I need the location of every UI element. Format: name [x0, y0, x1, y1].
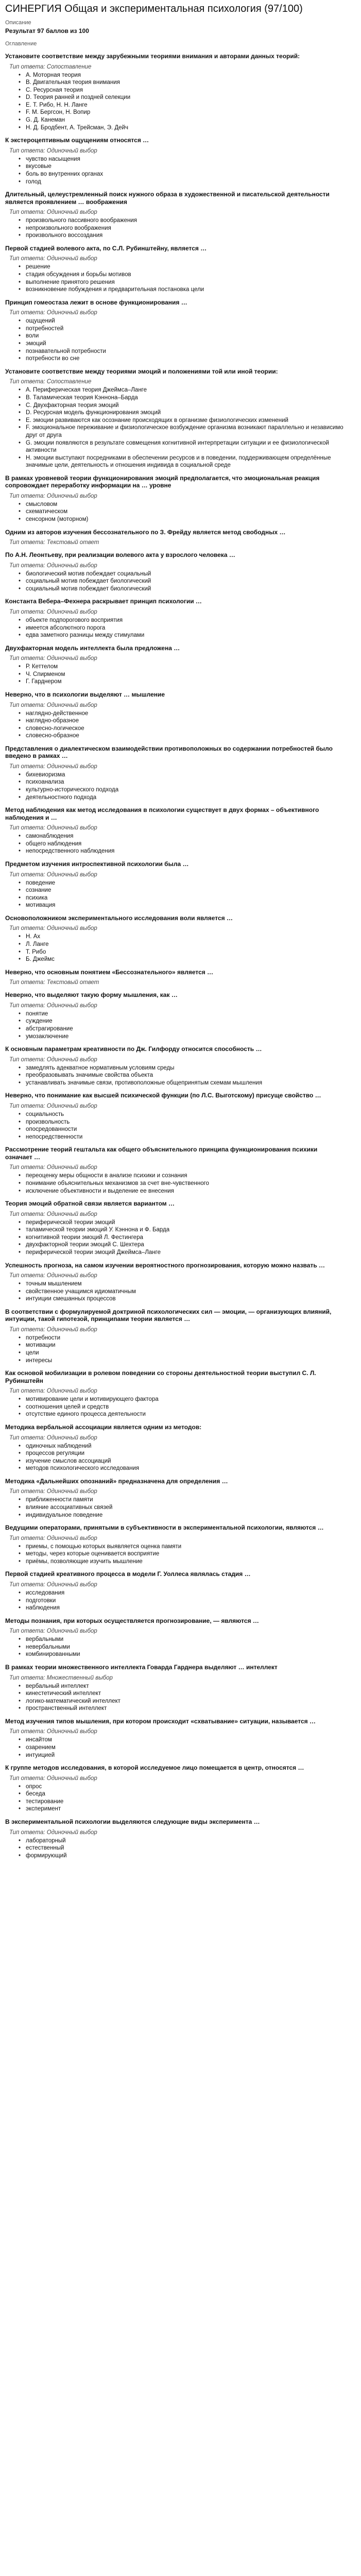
answer-option: • понятие — [26, 1010, 346, 1018]
answer-option: • приемы, с помощью которых выявляется оценка памяти — [26, 1543, 346, 1551]
option-list — [5, 1396, 346, 1418]
question-text: Рассмотрение теорий гештальта как общего объяснительного принципа функционирования психики означает … — [5, 1146, 318, 1161]
answer-option: • пространственный интеллект — [26, 1705, 346, 1713]
answer-option: • Н. Ах — [26, 933, 346, 941]
answer-option: • Р. Кеттелом — [26, 663, 346, 671]
answer-option: • невербальными — [26, 1643, 346, 1651]
answer-option: • влияние ассоциативных связей — [26, 1504, 346, 1512]
option-list — [5, 386, 346, 469]
question-text: Ведущими операторами, принятыми в субъективности в экспериментальной психологии, являются … — [5, 1524, 324, 1532]
answer-option: • потребности во сне — [26, 355, 346, 363]
question-block — [5, 529, 346, 547]
question-text: Установите соответствие между теориями эмоций и положениями той или иной теории: — [5, 367, 278, 375]
answer-option: • психоанализа — [26, 778, 346, 786]
option-list — [5, 1736, 346, 1759]
answer-type: Тип ответа: Одиночный выбор — [9, 1211, 97, 1217]
question-text: Неверно, что основным понятием «Бессознательного» является … — [5, 968, 214, 976]
option-list — [5, 1010, 346, 1040]
option-list — [5, 263, 346, 293]
answer-option: • A. Периферическая теория Джеймса–Ланге — [26, 386, 346, 394]
answer-type: Тип ответа: Одиночный выбор — [9, 1434, 97, 1441]
option-list — [5, 617, 346, 639]
answer-type: Тип ответа: Одиночный выбор — [9, 1728, 97, 1735]
answer-type: Тип ответа: Одиночный выбор — [9, 1388, 97, 1395]
answer-option: • индивидуальное поведение — [26, 1512, 346, 1519]
option-list — [5, 1496, 346, 1519]
answer-option: • преобразовывать значимые свойства объекта — [26, 1072, 346, 1079]
answer-option: • произвольность — [26, 1118, 346, 1126]
answer-option: • B. Таламическая теория Кэннона–Барда — [26, 394, 346, 402]
question-text: Основоположником экспериментального исследования воли является … — [5, 914, 233, 922]
answer-type: Тип ответа: Одиночный выбор — [9, 1273, 97, 1279]
answer-option: • эмоций — [26, 340, 346, 348]
answer-option: • H. эмоции выступают посредниками в обеспечении ресурсов и в поведении, поддерживающем определённые значимые цели, деятельность и отношения индивида в социальной среде — [26, 454, 346, 469]
answer-option: • E. эмоции развиваются как осознание происходящих в организме физиологических изменений — [26, 417, 346, 425]
answer-option: • естественный — [26, 1844, 346, 1852]
answer-type: Тип ответа: Одиночный выбор — [9, 655, 97, 662]
option-list — [5, 1064, 346, 1087]
answer-type: Тип ответа: Текстовый ответ — [9, 979, 99, 986]
question-block — [5, 191, 346, 240]
question-block — [5, 1818, 346, 1859]
answer-option: • Г. Гарднером — [26, 678, 346, 686]
description-label: Описание — [5, 20, 31, 26]
answer-type: Тип ответа: Одиночный выбор — [9, 1056, 97, 1063]
answer-option: • соотношения целей и средств — [26, 1403, 346, 1411]
option-list — [5, 217, 346, 240]
answer-option: • методы, через которые оценивается восприятие — [26, 1550, 346, 1558]
answer-type: Тип ответа: Одиночный выбор — [9, 825, 97, 832]
question-text: Неверно, что выделяют такую форму мышления, как … — [5, 991, 178, 999]
question-block — [5, 1369, 346, 1418]
answer-option: • двухфакторной теории эмоций С. Шехтера — [26, 1241, 346, 1249]
answer-type: Тип ответа: Одиночный выбор — [9, 608, 97, 615]
option-list — [5, 1172, 346, 1195]
question-block — [5, 1764, 346, 1813]
answer-option: • интуиции смешанных процессов — [26, 1295, 346, 1303]
question-block — [5, 1718, 346, 1759]
option-list — [5, 1111, 346, 1141]
answer-option: • опрос — [26, 1783, 346, 1791]
answer-option: • смысловом — [26, 501, 346, 509]
answer-option: • приближенности памяти — [26, 1496, 346, 1504]
answer-option: • G. Д. Канеман — [26, 116, 346, 124]
answer-option: • интуицией — [26, 1752, 346, 1759]
answer-option: • голод — [26, 178, 346, 186]
question-text: Методика «Дальнейших опознаний» предназначена для определения … — [5, 1477, 228, 1485]
answer-option: • C. Ресурсная теория — [26, 87, 346, 94]
question-block — [5, 969, 346, 987]
question-block — [5, 53, 346, 131]
answer-option: • произвольного воссоздания — [26, 232, 346, 240]
question-block — [5, 1092, 346, 1141]
option-list — [5, 933, 346, 963]
answer-type: Тип ответа: Одиночный выбор — [9, 702, 97, 708]
question-block — [5, 299, 346, 363]
answer-option: • культурно-исторического подхода — [26, 786, 346, 794]
answer-type: Тип ответа: Одиночный выбор — [9, 310, 97, 316]
question-block — [5, 691, 346, 740]
answer-option: • поведение — [26, 879, 346, 887]
question-block — [5, 1262, 346, 1303]
answer-type: Тип ответа: Одиночный выбор — [9, 1164, 97, 1171]
answer-option: • боль во внутренних органах — [26, 171, 346, 178]
answer-option: • решение — [26, 263, 346, 271]
answer-option: • процессов регуляции — [26, 1450, 346, 1458]
answer-option: • схематическом — [26, 508, 346, 516]
answer-option: • методов психологического исследования — [26, 1465, 346, 1472]
answer-option: • точным мышлением — [26, 1280, 346, 1288]
option-list — [5, 501, 346, 523]
question-text: В рамках теории множественного интеллекта Говарда Гарднера выделяют … интеллект — [5, 1664, 278, 1671]
question-text: К основным параметрам креативности по Дж. Гилфорду относится способность … — [5, 1045, 262, 1053]
answer-option: • логико-математический интеллект — [26, 1698, 346, 1705]
answer-option: • словесно-образное — [26, 732, 346, 740]
answer-option: • устанавливать значимые связи, противоположные общепринятым схемам мышления — [26, 1079, 346, 1087]
answer-option: • ощущений — [26, 317, 346, 325]
answer-option: • непосредственного наблюдения — [26, 848, 346, 855]
answer-option: • понимание объяснительных механизмов за счет вне-чувственного — [26, 1180, 346, 1188]
question-block — [5, 137, 346, 185]
question-block — [5, 368, 346, 469]
question-text: К экстероцептивным ощущениям относятся … — [5, 137, 149, 144]
question-text: Как основой мобилизации в ролевом поведении со стороны деятельностной теории выступил С. Л. Рубинштейн — [5, 1369, 316, 1384]
option-list — [5, 1543, 346, 1566]
answer-type: Тип ответа: Одиночный выбор — [9, 1535, 97, 1541]
answer-type: Тип ответа: Одиночный выбор — [9, 1488, 97, 1495]
question-text: Теория эмоций обратной связи является вариантом … — [5, 1200, 175, 1208]
option-list — [5, 1280, 346, 1303]
answer-option: • лабораторный — [26, 1837, 346, 1845]
question-text: Принцип гомеостаза лежит в основе функционирования … — [5, 298, 187, 306]
answer-type: Тип ответа: Одиночный выбор — [9, 1326, 97, 1333]
option-list — [5, 72, 346, 132]
answer-option: • суждение — [26, 1018, 346, 1025]
answer-option: • потребности — [26, 1334, 346, 1342]
question-block — [5, 1423, 346, 1472]
answer-option: • периферической теории эмоций Джеймса–Ланге — [26, 1249, 346, 1257]
answer-option: • произвольного пассивного воображения — [26, 217, 346, 225]
answer-option: • Ч. Спирменом — [26, 671, 346, 679]
question-text: Успешность прогноза, на самом изучении вероятностного прогнозирования, которую можно назвать … — [5, 1261, 325, 1269]
answer-option: • одиночных наблюдений — [26, 1443, 346, 1450]
question-list — [5, 53, 346, 1859]
toc-label: Оглавление — [5, 41, 37, 47]
answer-option: • опосредованности — [26, 1126, 346, 1133]
answer-option: • E. Т. Рибо, Н. Н. Ланге — [26, 101, 346, 109]
option-list — [5, 1683, 346, 1713]
question-block — [5, 991, 346, 1040]
answer-option: • исследования — [26, 1589, 346, 1597]
answer-option: • Б. Джеймс — [26, 956, 346, 963]
answer-type: Тип ответа: Одиночный выбор — [9, 1775, 97, 1782]
answer-option: • психика — [26, 894, 346, 902]
option-list — [5, 833, 346, 855]
answer-type: Тип ответа: Одиночный выбор — [9, 562, 97, 569]
question-text: Представления о диалектическом взаимодействии противоположных во содержании потребностей было введено в рамках … — [5, 744, 333, 760]
option-list — [5, 1219, 346, 1257]
answer-option: • A. Моторная теория — [26, 72, 346, 79]
answer-option: • стадия обсуждения и борьбы мотивов — [26, 271, 346, 279]
question-block — [5, 1664, 346, 1713]
question-text: Первой стадией креативного процесса в модели Г. Уоллеса являлась стадия … — [5, 1570, 251, 1578]
question-block — [5, 1524, 346, 1565]
answer-option: • F. эмоциональное переживание и физиологическое возбуждение организма возникают параллельно и независимо друг от друга — [26, 424, 346, 439]
answer-option: • наглядно-действенное — [26, 710, 346, 718]
question-block — [5, 1617, 346, 1658]
question-text: Одним из авторов изучения бессознательного по З. Фрейду является метод свободных … — [5, 528, 286, 536]
question-block — [5, 551, 346, 592]
answer-option: • словесно-логическое — [26, 725, 346, 733]
question-block — [5, 1200, 346, 1256]
question-text: Метод изучения типов мышления, при котором происходит «схватывание» ситуации, называется … — [5, 1717, 316, 1725]
question-text: Методика вербальной ассоциации является одним из методов: — [5, 1423, 202, 1431]
answer-option: • переоценку меры общности в анализе психики и сознания — [26, 1172, 346, 1180]
answer-option: • едва заметного разницы между стимулами — [26, 632, 346, 639]
answer-option: • озарением — [26, 1744, 346, 1752]
answer-option: • замедлять адекватное нормативным условиям среды — [26, 1064, 346, 1072]
question-text: В соответствии с формулируемой доктриной психологических сил — эмоции, — организующих влияний, интуиции, такой гипотезой, принципами теории является … — [5, 1308, 332, 1323]
option-list — [5, 710, 346, 740]
answer-option: • самонаблюдения — [26, 833, 346, 840]
question-text: Неверно, что понимание как высшей психической функции (по Л.С. Выготскому) присуще свойство … — [5, 1092, 321, 1099]
answer-option: • C. Двухфакторная теория эмоций — [26, 402, 346, 410]
answer-option: • возникновение побуждения и предварительная постановка цели — [26, 286, 346, 294]
answer-type: Тип ответа: Одиночный выбор — [9, 871, 97, 878]
answer-option: • наглядно-образное — [26, 717, 346, 725]
question-text: Предметом изучения интроспективной психологии была … — [5, 860, 189, 868]
answer-type: Тип ответа: Одиночный выбор — [9, 1002, 97, 1009]
question-block — [5, 1570, 346, 1612]
answer-type: Тип ответа: Одиночный выбор — [9, 1103, 97, 1109]
question-text: Методы познания, при которых осуществляется прогнозирование, — являются … — [5, 1617, 259, 1624]
answer-option: • Т. Рибо — [26, 948, 346, 956]
option-list — [5, 1837, 346, 1860]
answer-option: • социальный мотив побеждает биологический — [26, 585, 346, 593]
answer-option: • B. Двигательная теория внимания — [26, 79, 346, 87]
question-block — [5, 645, 346, 686]
answer-type: Тип ответа: Одиночный выбор — [9, 1581, 97, 1588]
question-text: Метод наблюдения как метод исследования в психологии существует в двух формах – объективного наблюдения и … — [5, 806, 319, 821]
question-block — [5, 474, 346, 523]
question-block — [5, 1146, 346, 1195]
answer-option: • таламической теории эмоций У. Кэннона и Ф. Барда — [26, 1226, 346, 1234]
answer-option: • Л. Ланге — [26, 941, 346, 948]
question-text: В рамках уровневой теории функционирования эмоций предполагается, что эмоциональная реакция сопровождает переработку информации на … уровне — [5, 474, 320, 489]
answer-option: • выполнение принятого решения — [26, 279, 346, 286]
option-list — [5, 663, 346, 686]
answer-type: Тип ответа: Текстовый ответ — [9, 539, 99, 546]
question-block — [5, 860, 346, 909]
question-text: К группе методов исследования, в которой исследуемое лицо помещается в центр, относятся … — [5, 1764, 304, 1772]
result-line: Результат 97 баллов из 100 — [5, 27, 89, 35]
question-block — [5, 806, 346, 855]
option-list — [5, 317, 346, 363]
answer-option: • вербальный интеллект — [26, 1683, 346, 1690]
answer-option: • беседа — [26, 1790, 346, 1798]
option-list — [5, 1589, 346, 1612]
answer-option: • непосредственности — [26, 1133, 346, 1141]
answer-type: Тип ответа: Сопоставление — [9, 63, 92, 70]
answer-type: Тип ответа: Множественный выбор — [9, 1674, 113, 1681]
question-block — [5, 1045, 346, 1087]
question-block — [5, 1308, 346, 1364]
question-block — [5, 1478, 346, 1519]
answer-type: Тип ответа: Сопоставление — [9, 379, 92, 385]
option-list — [5, 156, 346, 185]
answer-type: Тип ответа: Одиночный выбор — [9, 925, 97, 932]
question-text: По А.Н. Леонтьеву, при реализации волевого акта у взрослого человека … — [5, 551, 235, 559]
answer-option: • чувство насыщения — [26, 156, 346, 163]
question-text: Константа Вебера–Фехнера раскрывает принцип психологии … — [5, 598, 202, 605]
question-block — [5, 745, 346, 801]
option-list — [5, 570, 346, 593]
answer-option: • формирующий — [26, 1852, 346, 1860]
answer-option: • вкусовые — [26, 163, 346, 171]
answer-option: • свойственное учащимся идиоматичным — [26, 1288, 346, 1296]
answer-option: • познавательной потребности — [26, 348, 346, 355]
answer-option: • непроизвольного воображения — [26, 225, 346, 232]
option-list — [5, 1636, 346, 1658]
answer-type: Тип ответа: Одиночный выбор — [9, 147, 97, 154]
question-block — [5, 914, 346, 963]
option-list — [5, 771, 346, 801]
answer-option: • сознание — [26, 887, 346, 894]
answer-option: • воли — [26, 332, 346, 340]
answer-option: • F. М. Бергсон, Н. Вопир — [26, 109, 346, 116]
answer-option: • эксперимент — [26, 1805, 346, 1813]
answer-option: • подготовки — [26, 1597, 346, 1605]
option-list — [5, 1443, 346, 1472]
answer-option: • комбинированными — [26, 1651, 346, 1658]
answer-option: • интересы — [26, 1357, 346, 1365]
answer-option: • отсутствие единого процесса деятельности — [26, 1411, 346, 1418]
answer-type: Тип ответа: Одиночный выбор — [9, 256, 97, 262]
answer-type: Тип ответа: Одиночный выбор — [9, 1829, 97, 1836]
answer-option: • D. Теория ранней и поздней селекции — [26, 94, 346, 101]
answer-option: • вербальными — [26, 1636, 346, 1643]
answer-type: Тип ответа: Одиночный выбор — [9, 1628, 97, 1635]
option-list — [5, 1783, 346, 1813]
answer-option: • общего наблюдения — [26, 840, 346, 848]
answer-option: • когнитивной теории эмоций Л. Фестингера — [26, 1234, 346, 1242]
answer-option: • социальность — [26, 1111, 346, 1118]
answer-option: • периферической теории эмоций — [26, 1219, 346, 1227]
answer-option: • G. эмоции появляются в результате совмещения когнитивной интерпретации ситуации и ее физиологической активности — [26, 439, 346, 454]
answer-option: • мотивация — [26, 902, 346, 909]
option-list — [5, 879, 346, 909]
question-block — [5, 598, 346, 639]
answer-option: • социальный мотив побеждает биологический — [26, 578, 346, 585]
answer-option: • изучение смыслов ассоциаций — [26, 1458, 346, 1465]
answer-type: Тип ответа: Одиночный выбор — [9, 209, 97, 216]
question-text: В экспериментальной психологии выделяются следующие виды эксперимента … — [5, 1818, 260, 1826]
answer-option: • цели — [26, 1349, 346, 1357]
answer-type: Тип ответа: Одиночный выбор — [9, 493, 97, 499]
answer-option: • тестирование — [26, 1798, 346, 1806]
answer-type: Тип ответа: Одиночный выбор — [9, 763, 97, 770]
question-block — [5, 245, 346, 294]
answer-option: • мотивации — [26, 1342, 346, 1349]
question-text: Длительный, целеустремленный поиск нужного образа в художественной и писательской деятельности является проявлением … воображения — [5, 191, 330, 206]
answer-option: • H. Д. Бродбент, А. Трейсман, Э. Дейч — [26, 124, 346, 132]
page-title: СИНЕРГИЯ Общая и экспериментальная психология (97/100) — [5, 3, 303, 14]
answer-option: • исключение объективности и выделение ее внесения — [26, 1188, 346, 1195]
answer-option: • биологический мотив побеждает социальный — [26, 570, 346, 578]
answer-option: • абстрагирование — [26, 1025, 346, 1033]
answer-option: • деятельностного подхода — [26, 794, 346, 802]
question-text: Двухфакторная модель интеллекта была предложена … — [5, 644, 180, 652]
answer-option: • мотивирование цели и мотивирующего фактора — [26, 1396, 346, 1403]
answer-option: • имеется абсолютного порога — [26, 624, 346, 632]
answer-option: • наблюдения — [26, 1604, 346, 1612]
answer-option: • объекте подпорогового восприятия — [26, 617, 346, 624]
option-list — [5, 1334, 346, 1364]
question-text: Установите соответствие между зарубежными теориями внимания и авторами данных теорий: — [5, 53, 300, 60]
answer-option: • сенсорном (моторном) — [26, 516, 346, 523]
answer-option: • инсайтом — [26, 1736, 346, 1744]
answer-option: • приёмы, позволяющие изучить мышление — [26, 1558, 346, 1566]
question-text: Неверно, что в психологии выделяют … мышление — [5, 691, 165, 698]
answer-option: • D. Ресурсная модель функционирования эмоций — [26, 409, 346, 417]
answer-option: • кинестетический интеллект — [26, 1690, 346, 1698]
answer-option: • потребностей — [26, 325, 346, 333]
question-text: Первой стадией волевого акта, по С.Л. Рубинштейну, является … — [5, 244, 207, 252]
answer-option: • бихевиоризма — [26, 771, 346, 779]
answer-option: • умозаключение — [26, 1033, 346, 1041]
